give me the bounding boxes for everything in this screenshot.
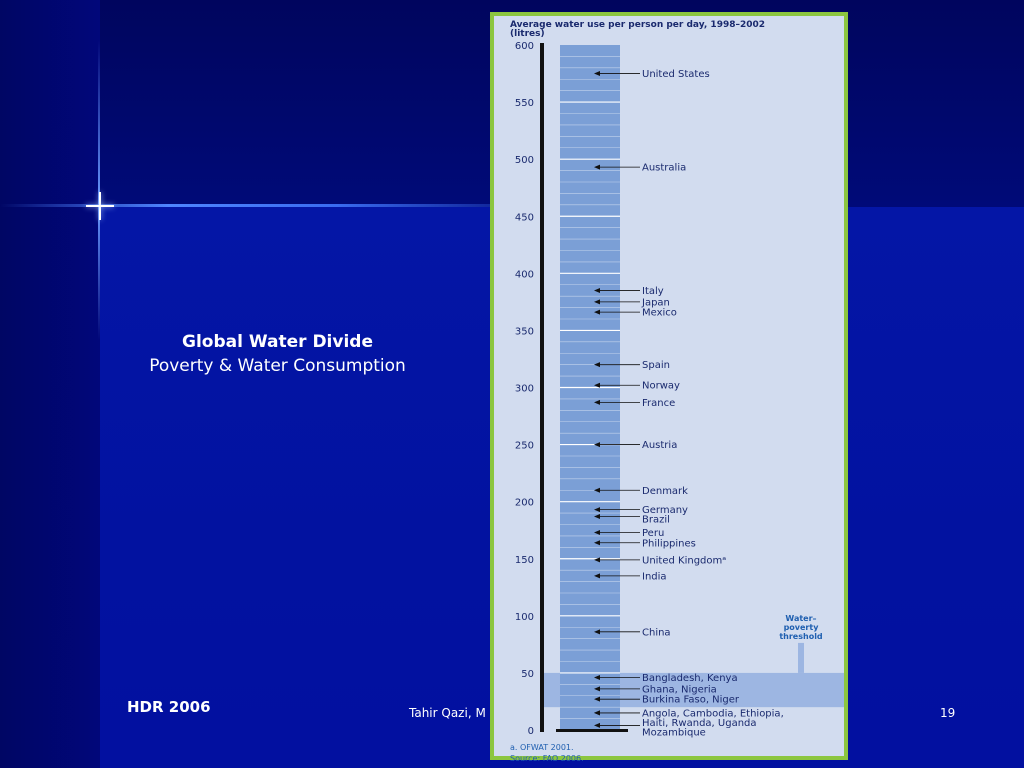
y-tick-label: 150 (514, 554, 534, 566)
chart-footnote: a. OFWAT 2001. (510, 743, 574, 752)
y-tick-label: 200 (514, 497, 534, 509)
chart-title: Average water use per person per day, 1998–2002 (510, 20, 766, 30)
country-label: Germany (642, 505, 688, 517)
y-tick-label: 600 (514, 41, 534, 52)
country-label: Angola, Cambodia, Ethiopia, (642, 708, 784, 720)
y-axis-label: (litres) (510, 29, 545, 39)
chart-canvas (494, 16, 844, 763)
y-tick-label: 550 (514, 98, 534, 110)
y-tick-label: 250 (514, 440, 534, 452)
threshold-marker (798, 643, 804, 673)
chart-footnote: Source: FAO 2006. (510, 754, 584, 763)
country-label: Mozambique (642, 727, 706, 739)
y-tick-label: 500 (514, 155, 534, 167)
country-label: Peru (642, 527, 665, 539)
country-label: Ghana, Nigeria (642, 684, 717, 696)
country-label: India (642, 571, 667, 583)
page-number: 19 (940, 706, 956, 720)
country-label: United Kingdomᵃ (642, 555, 727, 567)
country-label: Mexico (642, 307, 677, 319)
decorative-horizontal-line (0, 204, 560, 207)
country-label: Denmark (642, 485, 688, 497)
country-label: Italy (642, 285, 664, 297)
decorative-vertical-line (98, 40, 100, 340)
country-label: Brazil (642, 514, 670, 526)
country-label: Haiti, Rwanda, Uganda (642, 717, 757, 729)
y-tick-label: 300 (514, 383, 534, 395)
water-use-chart (490, 12, 848, 763)
slide-left-panel (0, 0, 100, 768)
sparkle-icon (86, 192, 114, 220)
y-tick-label: 0 (527, 726, 534, 737)
y-tick-label: 350 (514, 326, 534, 338)
country-label: Australia (642, 162, 687, 174)
threshold-label: Water– (785, 613, 817, 623)
country-label: China (642, 627, 671, 639)
country-label: Burkina Faso, Niger (642, 694, 740, 706)
baseline (556, 729, 628, 732)
y-tick-label: 50 (521, 668, 534, 680)
y-tick-label: 400 (514, 269, 534, 281)
country-label: United States (642, 69, 710, 81)
country-label: Philippines (642, 538, 696, 550)
country-label: Japan (642, 297, 670, 309)
country-label: Norway (642, 380, 680, 392)
threshold-label: poverty (783, 622, 819, 632)
y-tick-label: 100 (514, 611, 534, 623)
threshold-label: threshold (779, 631, 823, 641)
slide-title: Global Water Divide (182, 332, 373, 352)
footer-source: HDR 2006 (127, 698, 211, 716)
slide-title-block (120, 330, 435, 378)
country-label: Bangladesh, Kenya (642, 672, 738, 684)
y-axis-line (540, 43, 544, 732)
slide-subtitle: Poverty & Water Consumption (149, 356, 406, 376)
footer-author: Tahir Qazi, M (409, 706, 486, 720)
country-label: Austria (642, 440, 678, 452)
country-label: France (642, 397, 676, 409)
y-tick-label: 450 (514, 212, 534, 224)
country-label: Spain (642, 360, 670, 372)
